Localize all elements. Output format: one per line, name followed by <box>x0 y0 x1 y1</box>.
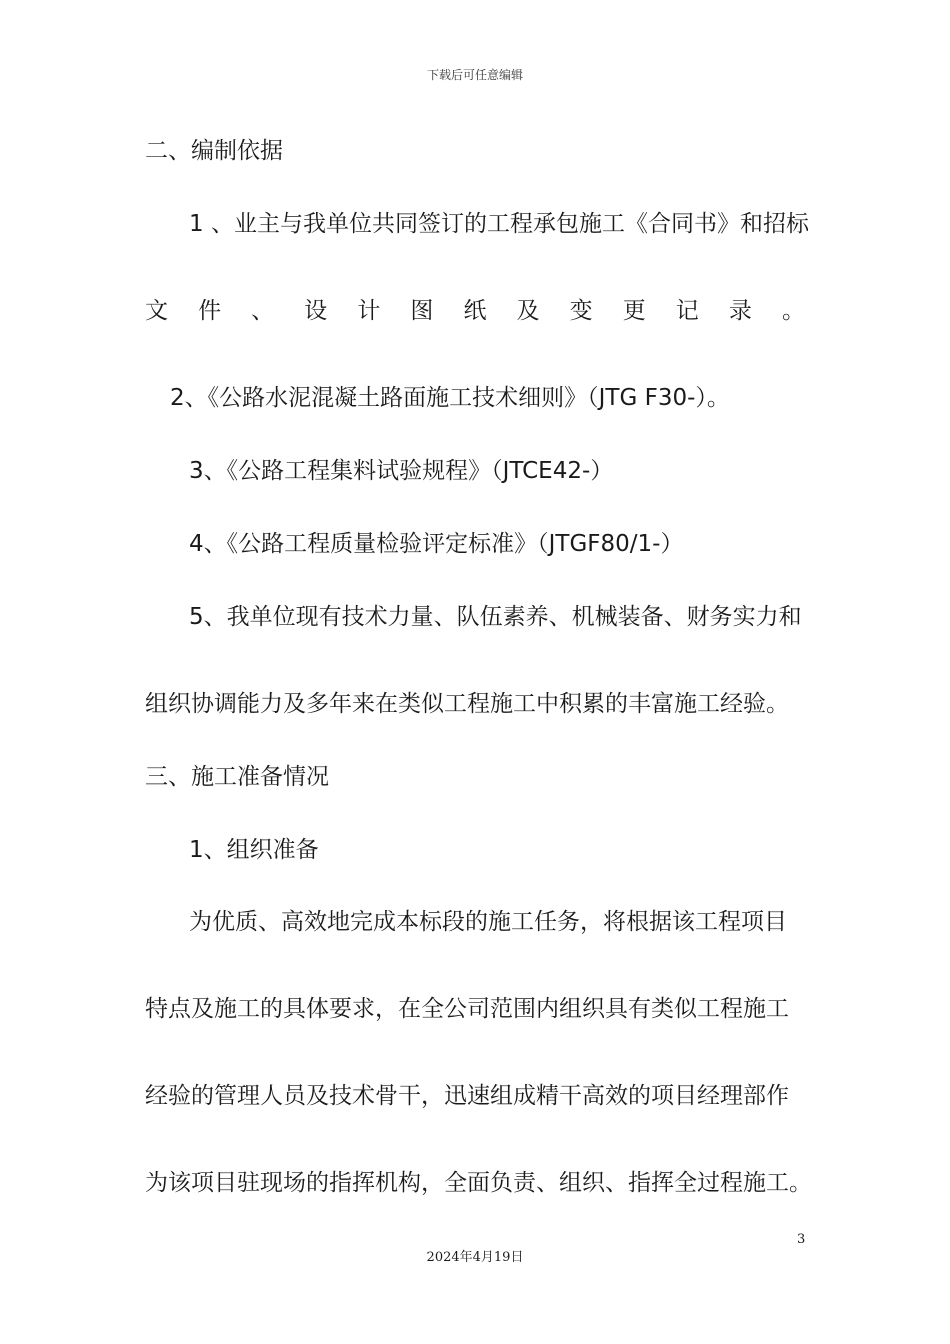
subsection-title-organization: 1、组织准备 <box>189 837 319 863</box>
basis-item-1-char: 纸 <box>463 298 487 324</box>
organization-para-line-1: 为优质、高效地完成本标段的施工任务，将根据该工程项目 <box>189 909 787 935</box>
basis-item-1-char: 变 <box>569 298 593 324</box>
basis-item-2: 2、《公路水泥混凝土路面施工技术细则》（JTG F30-）。 <box>170 385 730 411</box>
section-title-basis: 二、编制依据 <box>145 138 283 164</box>
basis-item-1-char: 。 <box>781 298 805 324</box>
basis-item-5-line-2: 组织协调能力及多年来在类似工程施工中积累的丰富施工经验。 <box>145 691 789 717</box>
section-title-preparation: 三、施工准备情况 <box>145 764 329 790</box>
basis-item-1-char: 、 <box>251 298 275 324</box>
organization-para-line-2: 特点及施工的具体要求，在全公司范围内组织具有类似工程施工 <box>145 996 789 1022</box>
organization-para-line-4: 为该项目驻现场的指挥机构，全面负责、组织、指挥全过程施工。 <box>145 1170 812 1196</box>
organization-para-line-3: 经验的管理人员及技术骨干，迅速组成精干高效的项目经理部作 <box>145 1083 789 1109</box>
basis-item-1-char: 文 <box>145 298 168 324</box>
basis-item-1-line-1: 1 、业主与我单位共同签订的工程承包施工《合同书》和招标 <box>189 211 809 237</box>
basis-item-1-char: 件 <box>198 298 222 324</box>
basis-item-4: 4、《公路工程质量检验评定标准》（JTGF80/1-） <box>189 531 684 557</box>
basis-item-1-char: 计 <box>357 298 381 324</box>
basis-item-1-char: 更 <box>622 298 646 324</box>
basis-item-5-line-1: 5、我单位现有技术力量、队伍素养、机械装备、财务实力和 <box>189 604 802 630</box>
footer-date: 2024年4月19日 <box>426 1250 524 1265</box>
basis-item-1-line-2 <box>145 296 805 326</box>
basis-item-1-char: 录 <box>728 298 752 324</box>
basis-item-1-char: 设 <box>304 298 328 324</box>
basis-item-1-char: 及 <box>516 298 540 324</box>
page-header: 下载后可任意编辑 <box>426 68 523 82</box>
basis-item-1-char: 记 <box>675 298 699 324</box>
basis-item-1-char: 图 <box>410 298 434 324</box>
page-number: 3 <box>797 1232 806 1247</box>
basis-item-3: 3、《公路工程集料试验规程》（JTCE42-） <box>189 458 614 484</box>
